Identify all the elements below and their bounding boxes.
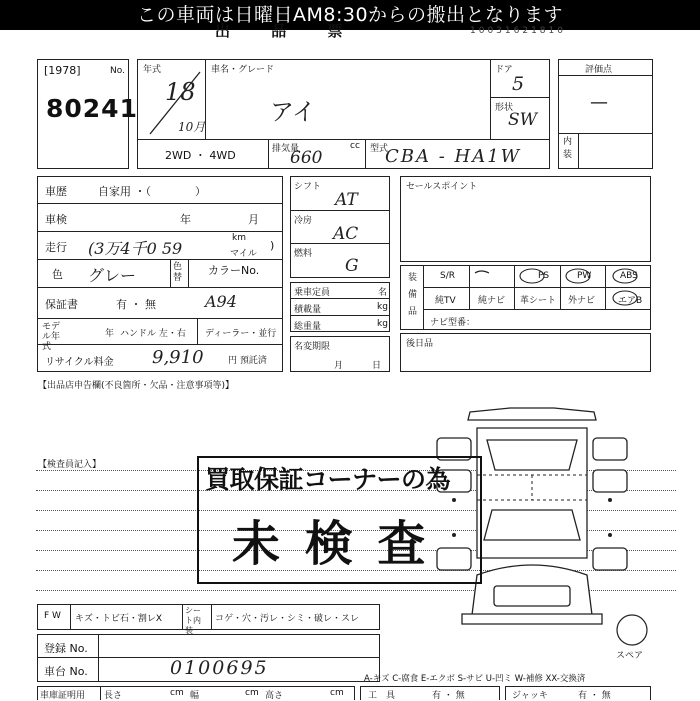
weight-unit: kg	[377, 319, 388, 329]
doors-value: 5	[512, 73, 525, 95]
history-value: 自家用 ・（ ）	[98, 185, 206, 198]
divider	[268, 139, 269, 169]
cert-cm-2: cm	[245, 688, 259, 698]
capacity-unit: 名	[378, 288, 388, 298]
capacity-label: 乗車定員	[294, 288, 331, 298]
aircon-label: 冷房	[294, 216, 313, 226]
equipment-label: 装備品	[408, 273, 418, 317]
damage-legend: A-キズ C-腐食 E-エクボ S-サビ U-凹ミ W-補修 XX-交換済	[364, 674, 586, 684]
cert-cm-3: cm	[330, 688, 344, 698]
spare-tire-icon	[612, 612, 652, 648]
divider	[490, 97, 550, 98]
cert-width: 幅	[190, 691, 200, 701]
equipment-abs: ABS	[620, 271, 638, 281]
shape-value: SW	[508, 110, 538, 130]
model-year-label: モデル年式	[42, 322, 61, 352]
color-label: 色	[52, 268, 63, 281]
spare-label: スペア	[616, 651, 644, 661]
damage-keys1: キズ・トビ石・割レX	[75, 614, 162, 624]
form-title: 出 品 票	[215, 22, 361, 40]
grade-value: —	[590, 92, 608, 113]
year-label: 年式	[143, 65, 162, 75]
pickup-notice-banner: この車両は日曜日AM8:30からの搬出となります	[0, 0, 700, 30]
aircon-value: AC	[333, 224, 359, 244]
stamp-line1: 買取保証コーナーの為	[205, 465, 451, 494]
lot-no-label: No.	[110, 66, 125, 76]
divider	[37, 231, 283, 232]
divider	[98, 634, 99, 682]
divider	[182, 604, 183, 630]
divider	[37, 344, 283, 345]
year-slash	[140, 62, 206, 140]
year-value: 18	[165, 78, 196, 106]
warranty-options: 有 ・ 無	[116, 298, 156, 311]
equipment-tv: 純TV	[435, 296, 456, 306]
divider	[37, 203, 283, 204]
equipment-pw: PW	[577, 271, 592, 281]
mileage-suffix: )	[270, 239, 275, 252]
equipment-ps: PS	[538, 271, 550, 281]
warranty-label: 保証書	[45, 298, 78, 311]
drive-options: 2WD ・ 4WD	[165, 149, 236, 162]
cert-length: 長さ	[104, 691, 123, 701]
damage-seat: シート内装	[185, 606, 201, 635]
damage-keys2: コゲ・穴・汚レ・シミ・破レ・スレ	[215, 614, 360, 624]
type-value: CBA - HA1W	[385, 146, 522, 167]
color-change-label: 色替	[173, 262, 183, 283]
divider	[423, 309, 651, 310]
repair-box	[400, 333, 651, 372]
repair-label: 後日品	[406, 339, 434, 349]
chassis-label: 車台 No.	[44, 665, 88, 678]
handle-options: ハンドル 左・右	[120, 329, 186, 339]
displacement-unit: cc	[350, 141, 360, 151]
divider	[578, 133, 579, 169]
divider	[558, 133, 653, 134]
serial-number: 10031621810	[470, 26, 566, 36]
equipment-ext-navi: 外ナビ	[568, 296, 596, 306]
divider	[290, 298, 390, 299]
divider	[37, 318, 283, 319]
jack-options: 有 ・ 無	[578, 691, 611, 701]
equipment-leather: 革シート	[520, 296, 557, 306]
load-unit: kg	[377, 302, 388, 312]
type-label: 型式	[370, 144, 389, 154]
interior-label: 内装	[563, 137, 573, 160]
model-year-year: 年	[105, 329, 115, 339]
sales-point-label: セールスポイント	[406, 182, 478, 192]
color-no-label: カラーNo.	[208, 264, 260, 277]
load-label: 積載量	[294, 305, 322, 315]
shift-label: シフト	[294, 182, 322, 192]
divider	[290, 210, 390, 211]
equipment-airbag: エアB	[618, 296, 643, 306]
recycle-unit: 円 預託済	[228, 356, 267, 366]
damage-fw: F W	[44, 611, 61, 621]
recycle-value: 9,910	[152, 347, 204, 368]
jack-label: ジャッキ	[512, 691, 548, 701]
lot-code: [1978]	[44, 64, 81, 77]
cert-height: 高さ	[265, 691, 284, 701]
mileage-unit-mile: マイル	[230, 249, 257, 259]
displacement-value: 660	[290, 148, 323, 168]
equipment-navi: 純ナビ	[478, 296, 506, 306]
model-value: アイ	[270, 98, 316, 126]
equipment-sr: S/R	[440, 271, 455, 281]
divider	[70, 604, 71, 630]
divider	[490, 59, 491, 139]
tools-label: 工 具	[368, 691, 396, 701]
inspector-label: 【検査員記入】	[38, 460, 102, 470]
grade-label: 評価点	[585, 65, 613, 75]
name-change-day: 日	[372, 361, 382, 371]
color-number: A94	[205, 292, 237, 311]
doors-label: ドア	[495, 65, 513, 75]
year-month: 10月	[178, 120, 206, 134]
lot-number: 80241	[46, 94, 138, 123]
cert-label: 車庫証明用	[40, 691, 86, 701]
divider	[170, 259, 171, 287]
inspection-year: 年	[180, 213, 191, 226]
dealer-options: ディーラー・並行	[205, 329, 277, 339]
divider	[188, 259, 189, 287]
chassis-value: 0100695	[170, 657, 269, 679]
divider	[423, 265, 424, 330]
fuel-value: G	[345, 256, 359, 276]
mileage-unit-km: km	[232, 233, 246, 243]
name-change-month: 月	[334, 361, 344, 371]
recycle-label: リサイクル料金	[45, 357, 114, 368]
navi-model-label: ナビ型番：	[430, 318, 476, 328]
color-value: グレー	[88, 266, 137, 285]
divider	[37, 287, 283, 288]
divider	[37, 259, 283, 260]
name-change-label: 名変期限	[294, 342, 331, 352]
divider	[365, 139, 366, 169]
mileage-label: 走行	[45, 241, 67, 254]
model-label: 車名・グレード	[211, 65, 275, 75]
divider	[290, 315, 390, 316]
tools-options: 有 ・ 無	[432, 691, 465, 701]
stamp-line2: 未 検 査	[232, 516, 430, 572]
divider	[211, 604, 212, 630]
inspection-month: 月	[248, 213, 259, 226]
cert-cm-1: cm	[170, 688, 184, 698]
fuel-label: 燃料	[294, 249, 313, 259]
divider	[197, 318, 198, 344]
inspection-label: 車検	[45, 213, 67, 226]
shape-label: 形状	[495, 103, 514, 113]
weight-label: 総重量	[294, 322, 322, 332]
equipment-check-marks	[470, 265, 651, 309]
displacement-label: 排気量	[272, 144, 300, 154]
mileage-value: (3万4千0 59	[88, 239, 183, 258]
divider	[558, 75, 653, 76]
declaration-label: 【出品店申告欄(不良箇所・欠品・注意事項等)】	[38, 381, 235, 391]
shift-value: AT	[335, 190, 358, 210]
registration-label: 登録 No.	[44, 642, 88, 655]
divider	[100, 686, 101, 700]
history-label: 車歴	[45, 185, 67, 198]
